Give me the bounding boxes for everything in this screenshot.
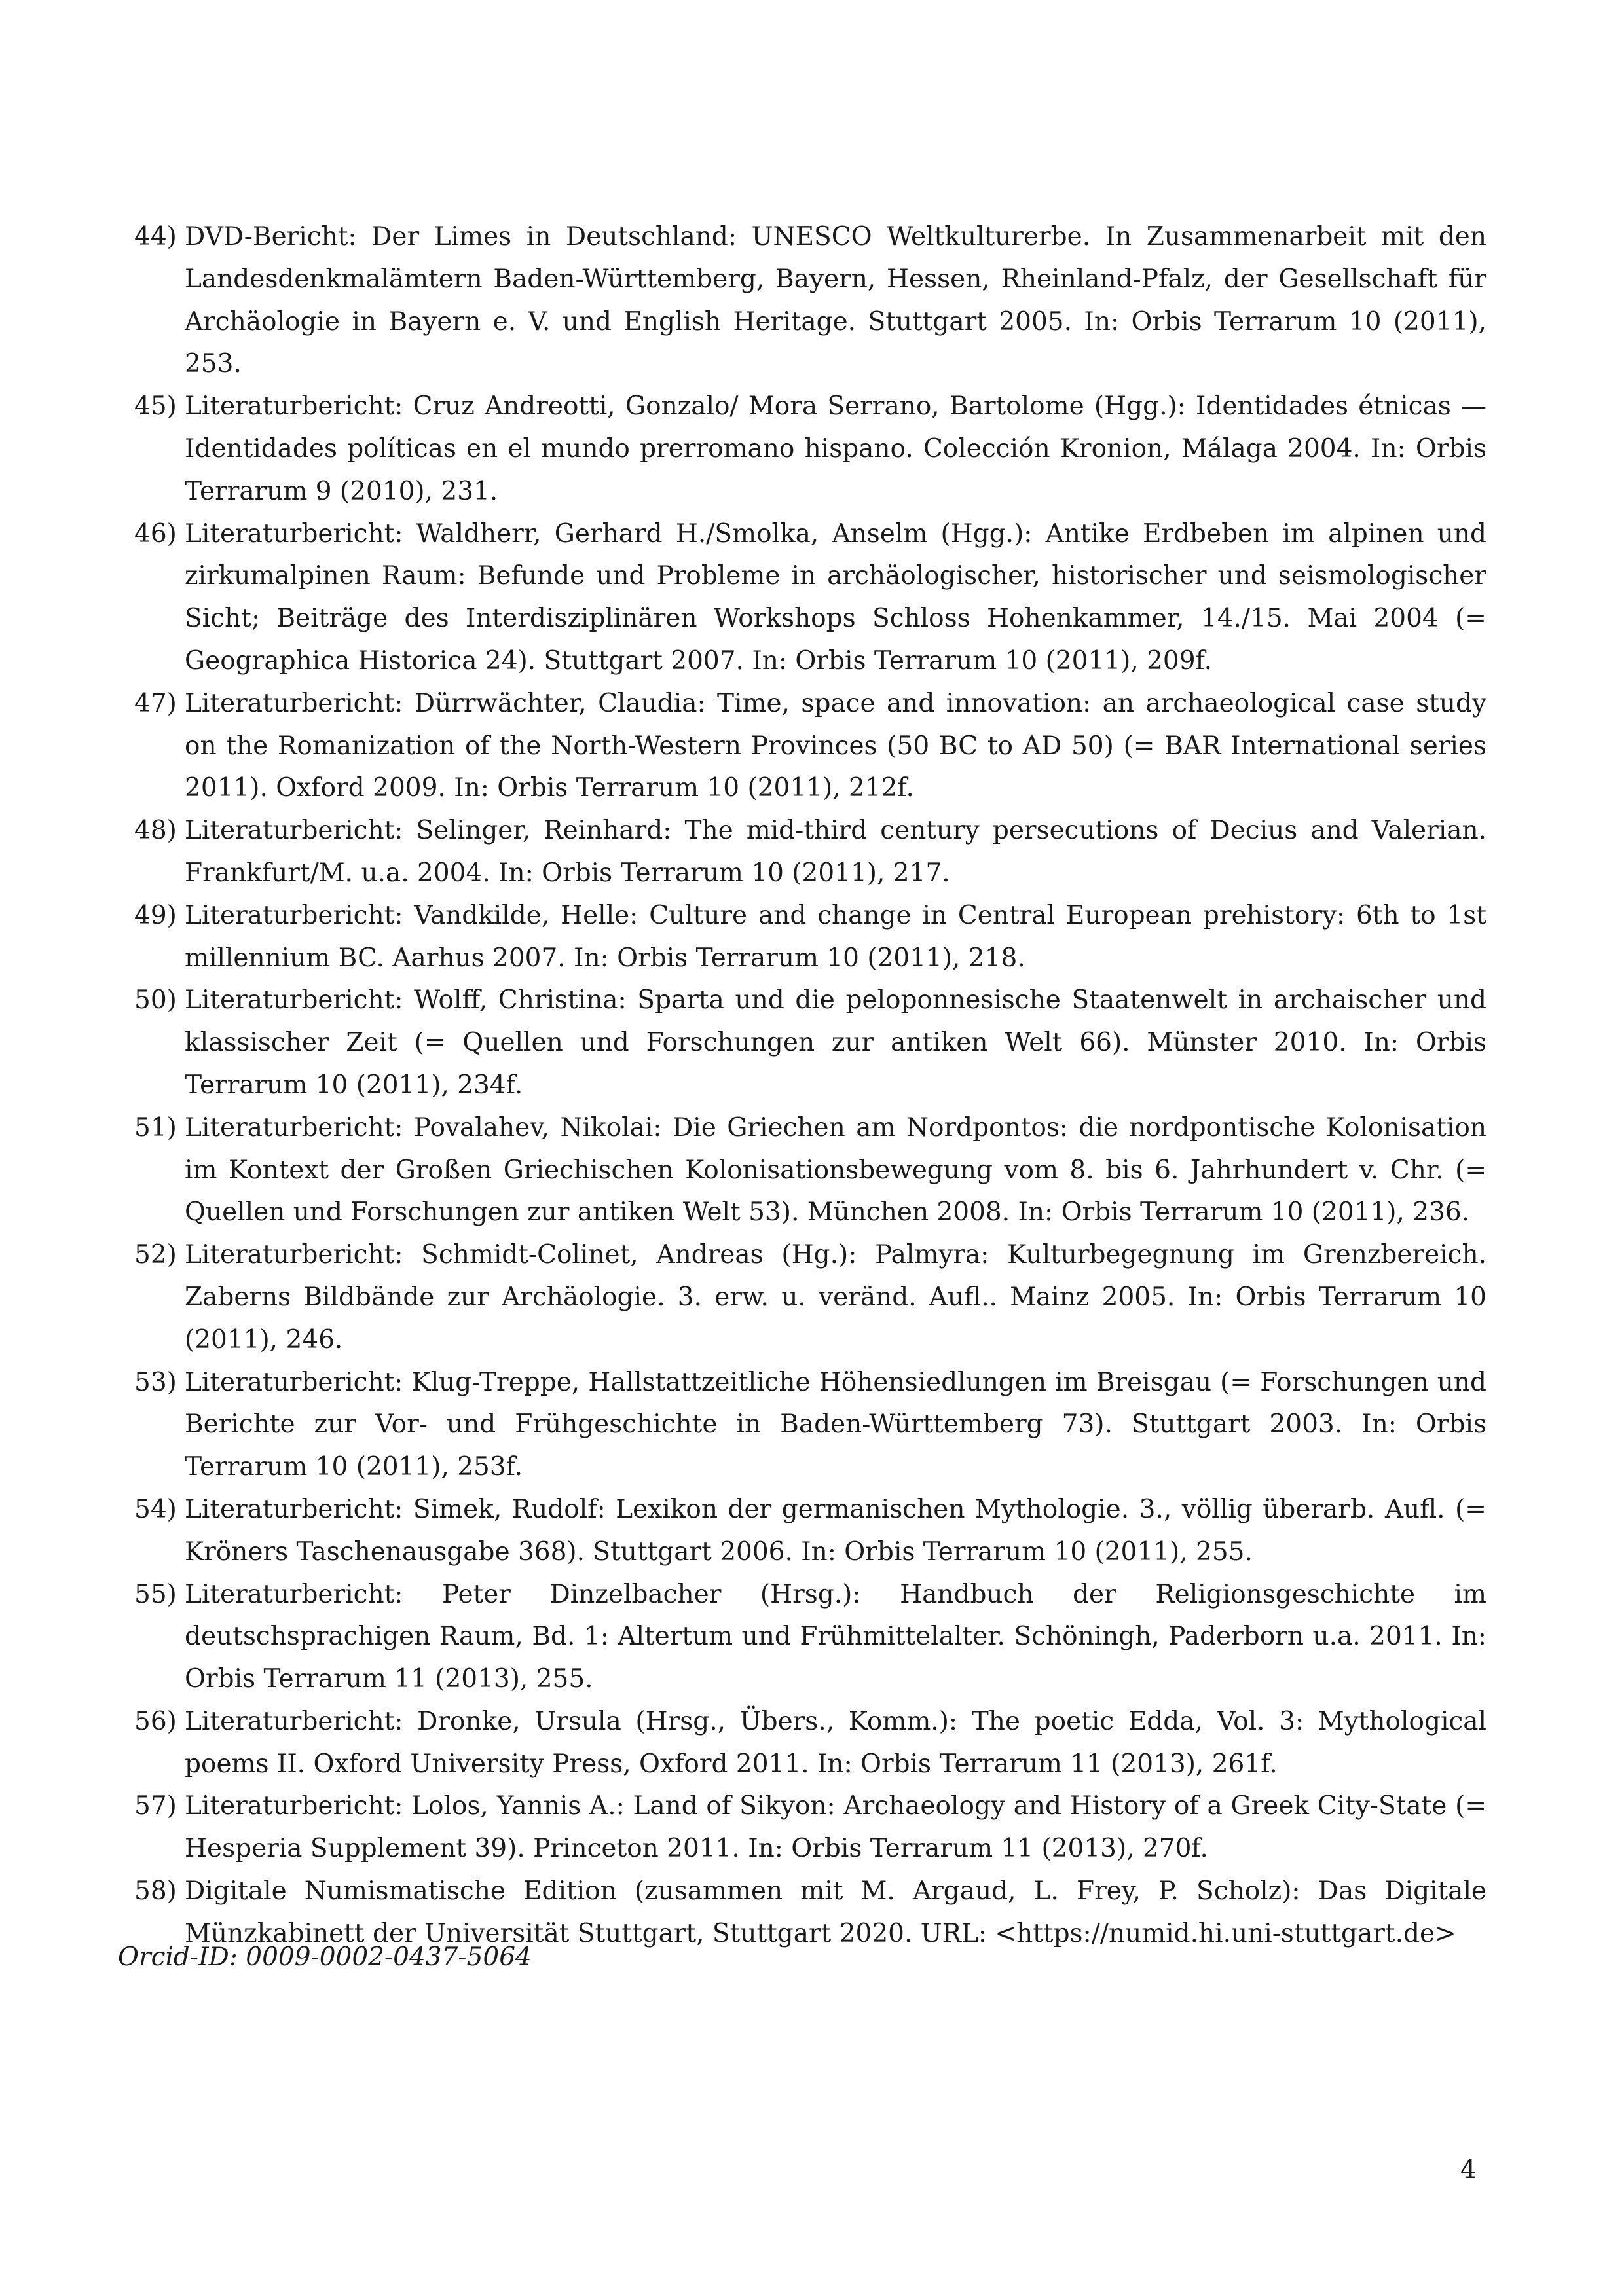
entry-text: Literaturbericht: Povalahev, Nikolai: Die Griechen am Nordpontos: die nordpontische Kolonisation im Kontext der Großen Griechischen Kolonisationsbewegung vom 8. bis 6. Jahrhundert v. Chr. (= Quellen und Forschungen zur antiken Welt 53). München 2008. In: Orbis Terrarum 10 (2011), 236.	[185, 1112, 1486, 1228]
entry-number: 44)	[134, 222, 177, 251]
entry-number: 47)	[134, 688, 177, 718]
entry-number: 54)	[134, 1494, 177, 1524]
list-item	[134, 1574, 1486, 1701]
entry-number: 48)	[134, 816, 177, 846]
list-item	[134, 216, 1486, 386]
entry-text: Literaturbericht: Vandkilde, Helle: Culture and change in Central European prehistory: 6th to 1st millennium BC. Aarhus 2007. In: Orbis Terrarum 10 (2011), 218.	[185, 900, 1486, 973]
entry-number: 51)	[134, 1112, 177, 1142]
list-item	[134, 1107, 1486, 1234]
entry-number: 45)	[134, 392, 177, 422]
entry-text: Literaturbericht: Dürrwächter, Claudia: Time, space and innovation: an archaeological case study on the Romanization of the North-Western Provinces (50 BC to AD 50) (= BAR International series 2011). Oxford 2009. In: Orbis Terrarum 10 (2011), 212f.	[185, 688, 1486, 803]
entry-text: Literaturbericht: Klug-Treppe, Hallstattzeitliche Höhensiedlungen im Breisgau (= Forschungen und Berichte zur Vor- und Frühgeschichte in Baden-Württemberg 73). Stuttgart 2003. In: Orbis Terrarum 10 (2011), 253f.	[185, 1367, 1486, 1482]
list-item	[134, 1785, 1486, 1870]
list-item	[134, 1362, 1486, 1489]
entry-number: 52)	[134, 1240, 177, 1270]
entry-text: Digitale Numismatische Edition (zusammen mit M. Argaud, L. Frey, P. Scholz): Das Digitale Münzkabinett der Universität Stuttgart, Stuttgart 2020. URL: <https://numid.hi.uni-stuttgart.de>	[185, 1876, 1486, 1948]
entry-number: 56)	[134, 1706, 177, 1736]
entry-number: 58)	[134, 1876, 177, 1906]
entry-text: Literaturbericht: Peter Dinzelbacher (Hrsg.): Handbuch der Religionsgeschichte im deutschsprachigen Raum, Bd. 1: Altertum und Frühmittelalter. Schöningh, Paderborn u.a. 2011. In: Orbis Terrarum 11 (2013), 255.	[185, 1579, 1486, 1694]
entry-text: Literaturbericht: Selinger, Reinhard: The mid-third century persecutions of Decius and Valerian. Frankfurt/M. u.a. 2004. In: Orbis Terrarum 10 (2011), 217.	[185, 816, 1486, 888]
entry-text: Literaturbericht: Simek, Rudolf: Lexikon der germanischen Mythologie. 3., völlig überarb. Aufl. (= Kröners Taschenausgabe 368). Stuttgart 2006. In: Orbis Terrarum 10 (2011), 255.	[185, 1494, 1486, 1567]
orcid-id: Orcid-ID: 0009-0002-0437-5064	[118, 1942, 532, 1972]
entry-text: DVD-Bericht: Der Limes in Deutschland: UNESCO Weltkulturerbe. In Zusammenarbeit mit den Landesdenkmalämtern Baden-Württemberg, Bayern, Hessen, Rheinland-Pfalz, der Gesellschaft für Archäologie in Bayern e. V. und English Heritage. Stuttgart 2005. In: Orbis Terrarum 10 (2011), 253.	[185, 222, 1486, 379]
page-number: 4	[1460, 2155, 1477, 2185]
list-item	[134, 683, 1486, 810]
list-item	[134, 810, 1486, 895]
entry-text: Literaturbericht: Schmidt-Colinet, Andreas (Hg.): Palmyra: Kulturbegegnung im Grenzbereich. Zaberns Bildbände zur Archäologie. 3. erw. u. veränd. Aufl.. Mainz 2005. In: Orbis Terrarum 10 (2011), 246.	[185, 1240, 1486, 1355]
list-item	[134, 1489, 1486, 1574]
entry-number: 57)	[134, 1791, 177, 1821]
list-item	[134, 979, 1486, 1106]
entry-text: Literaturbericht: Lolos, Yannis A.: Land of Sikyon: Archaeology and History of a Greek City-State (= Hesperia Supplement 39). Princeton 2011. In: Orbis Terrarum 11 (2013), 270f.	[185, 1791, 1486, 1864]
entry-number: 55)	[134, 1579, 177, 1609]
entry-text: Literaturbericht: Dronke, Ursula (Hrsg., Übers., Komm.): The poetic Edda, Vol. 3: Mythological poems II. Oxford University Press, Oxford 2011. In: Orbis Terrarum 11 (2013), 261f.	[185, 1706, 1486, 1779]
entry-text: Literaturbericht: Wolff, Christina: Sparta und die peloponnesische Staatenwelt in archaischer und klassischer Zeit (= Quellen und Forschungen zur antiken Welt 66). Münster 2010. In: Orbis Terrarum 10 (2011), 234f.	[185, 985, 1486, 1100]
list-item	[134, 513, 1486, 683]
entry-number: 46)	[134, 519, 177, 549]
list-item	[134, 1234, 1486, 1361]
list-item	[134, 895, 1486, 980]
list-item	[134, 1701, 1486, 1786]
entry-number: 49)	[134, 900, 177, 930]
publication-list	[134, 216, 1486, 1956]
entry-number: 50)	[134, 985, 177, 1015]
entry-text: Literaturbericht: Waldherr, Gerhard H./Smolka, Anselm (Hgg.): Antike Erdbeben im alpinen und zirkumalpinen Raum: Befunde und Probleme in archäologischer, historischer und seismologischer Sicht; Beiträge des Interdisziplinären Workshops Schloss Hohenkammer, 14./15. Mai 2004 (= Geographica Historica 24). Stuttgart 2007. In: Orbis Terrarum 10 (2011), 209f.	[185, 519, 1486, 676]
entry-number: 53)	[134, 1367, 177, 1397]
entry-text: Literaturbericht: Cruz Andreotti, Gonzalo/ Mora Serrano, Bartolome (Hgg.): Identidades étnicas — Identidades políticas en el mundo prerromano hispano. Colección Kronion, Málaga 2004. In: Orbis Terrarum 9 (2010), 231.	[185, 392, 1486, 506]
list-item	[134, 386, 1486, 513]
